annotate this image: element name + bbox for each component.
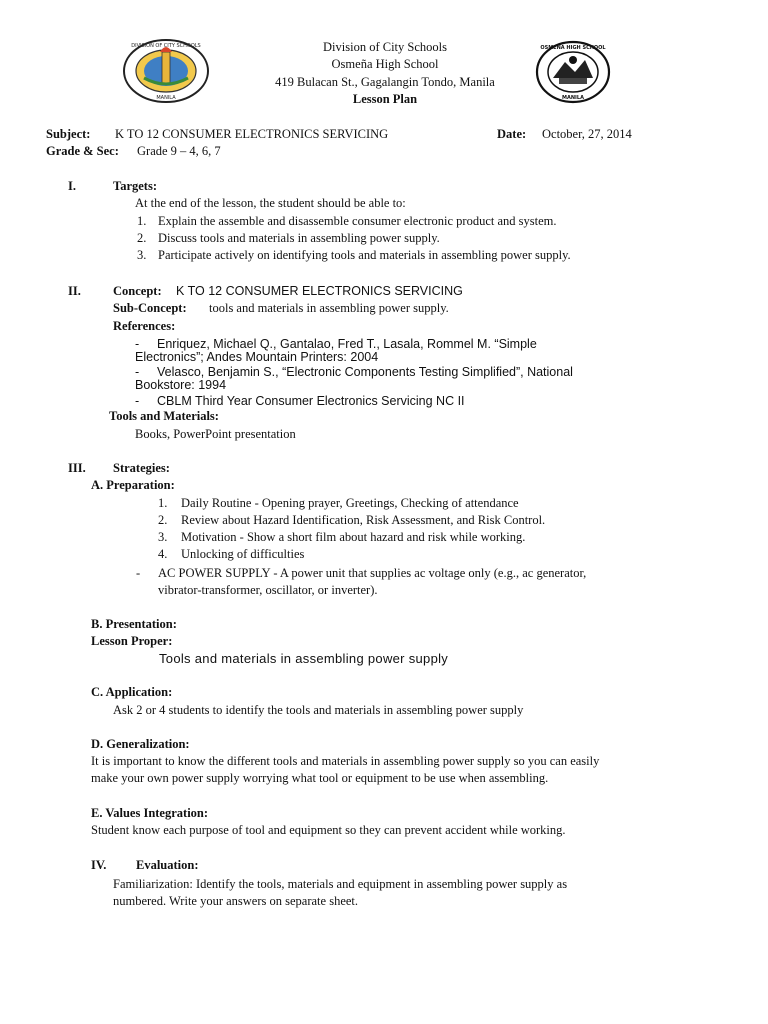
prep-item: Motivation - Show a short film about hazard and risk while working. (181, 530, 526, 544)
prep-item: Review about Hazard Identification, Risk Assessment, and Risk Control. (181, 513, 546, 527)
references-label: References: (113, 319, 176, 333)
target-item: Participate actively on identifying tools and materials in assembling power supply. (158, 248, 571, 262)
generalization-text-cont: make your own power supply worrying what tool or equipment to be use when assembling. (91, 771, 549, 785)
target-item: Explain the assemble and disassemble consumer electronic product and system. (158, 214, 557, 228)
strategies-numeral: III. (68, 461, 86, 475)
prep-item: Unlocking of difficulties (181, 547, 305, 561)
reference-bullet: - (135, 394, 140, 408)
target-num: 2. (137, 231, 147, 245)
svg-text:MANILA: MANILA (156, 95, 176, 101)
evaluation-heading: Evaluation: (136, 858, 199, 872)
application-value: Ask 2 or 4 students to identify the tools and materials in assembling power supply (113, 703, 524, 717)
svg-text:OSMEÑA HIGH SCHOOL: OSMEÑA HIGH SCHOOL (540, 45, 606, 51)
prep-num: 4. (158, 547, 168, 561)
division-seal-logo (122, 38, 210, 104)
subject-label: Subject: (46, 127, 91, 141)
subject-value: K TO 12 CONSUMER ELECTRONICS SERVICING (115, 127, 389, 141)
date-value: October, 27, 2014 (542, 127, 632, 141)
reference-item-cont: Electronics”; Andes Mountain Printers: 2004 (135, 350, 379, 364)
evaluation-text: Familiarization: Identify the tools, materials and equipment in assembling power supply as (113, 877, 568, 891)
targets-numeral: I. (68, 179, 76, 193)
presentation-label: B. Presentation: (91, 617, 177, 631)
prep-num: 3. (158, 530, 168, 544)
grade-value: Grade 9 – 4, 6, 7 (137, 144, 221, 158)
strategies-heading: Strategies: (113, 461, 170, 475)
tools-label: Tools and Materials: (109, 409, 219, 423)
prep-num: 1. (158, 496, 168, 510)
reference-bullet: - (135, 337, 140, 351)
lesson-proper-label: Lesson Proper: (91, 634, 173, 648)
concept-label: Concept: (113, 284, 162, 298)
svg-text:MANILA: MANILA (562, 95, 584, 101)
subconcept-value: tools and materials in assembling power supply. (209, 301, 449, 315)
page-title: Lesson Plan (352, 92, 418, 106)
date-label: Date: (497, 127, 527, 141)
target-item: Discuss tools and materials in assembling power supply. (158, 231, 440, 245)
ac-power-supply-line: AC POWER SUPPLY - A power unit that supplies ac voltage only (e.g., ac generator, (158, 566, 587, 580)
generalization-text: It is important to know the different tools and materials in assembling power supply so you can easily (91, 754, 600, 768)
reference-item: Velasco, Benjamin S., “Electronic Components Testing Simplified”, National (157, 365, 573, 379)
reference-bullet: - (135, 365, 140, 379)
svg-text:DIVISION OF CITY SCHOOLS: DIVISION OF CITY SCHOOLS (131, 43, 201, 49)
school-seal-logo (535, 40, 611, 104)
ac-bullet: - (136, 566, 141, 580)
header-address: 419 Bulacan St., Gagalangin Tondo, Manila (275, 75, 495, 89)
evaluation-numeral: IV. (91, 858, 107, 872)
prep-num: 2. (158, 513, 168, 527)
values-text: Student know each purpose of tool and equipment so they can prevent accident while working. (91, 823, 566, 837)
prep-item: Daily Routine - Opening prayer, Greetings, Checking of attendance (181, 496, 519, 510)
generalization-label: D. Generalization: (91, 737, 190, 751)
reference-item-cont: Bookstore: 1994 (135, 378, 227, 392)
ac-power-supply-line-cont: vibrator-transformer, oscillator, or inverter). (158, 583, 378, 597)
preparation-label: A. Preparation: (91, 478, 175, 492)
target-num: 3. (137, 248, 147, 262)
application-label: C. Application: (91, 685, 173, 699)
concept-value: K TO 12 CONSUMER ELECTRONICS SERVICING (176, 284, 463, 298)
tools-value: Books, PowerPoint presentation (135, 427, 296, 441)
targets-heading: Targets: (113, 179, 157, 193)
values-label: E. Values Integration: (91, 806, 209, 820)
lesson-proper-value: Tools and materials in assembling power supply (159, 651, 449, 666)
evaluation-text-cont: numbered. Write your answers on separate sheet. (113, 894, 359, 908)
targets-intro: At the end of the lesson, the student should be able to: (135, 196, 406, 210)
concept-numeral: II. (68, 284, 81, 298)
grade-label: Grade & Sec: (46, 144, 119, 158)
header-division: Division of City Schools (323, 40, 447, 54)
header-school: Osmeña High School (331, 57, 439, 71)
target-num: 1. (137, 214, 147, 228)
subconcept-label: Sub-Concept: (113, 301, 187, 315)
reference-item: Enriquez, Michael Q., Gantalao, Fred T., Lasala, Rommel M. “Simple (157, 337, 537, 351)
reference-item: CBLM Third Year Consumer Electronics Servicing NC II (157, 394, 465, 408)
